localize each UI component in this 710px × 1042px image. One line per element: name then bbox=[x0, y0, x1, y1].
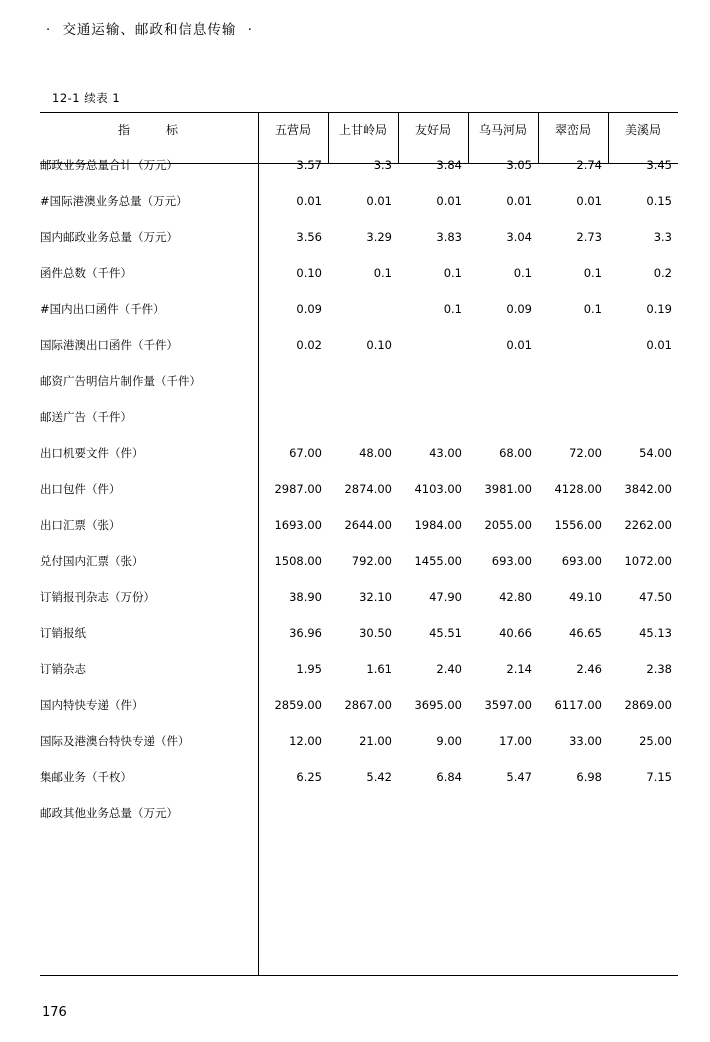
table-row bbox=[40, 219, 678, 255]
cell-value: 21.00 bbox=[359, 734, 392, 748]
cell-value bbox=[538, 327, 608, 363]
cell-value bbox=[468, 363, 538, 399]
cell-value: 5.42 bbox=[366, 770, 392, 784]
row-label: 出口汇票（张） bbox=[40, 518, 121, 532]
row-label: 出口包件（件） bbox=[40, 482, 121, 496]
cell-value bbox=[398, 795, 468, 831]
cell-value: 3.56 bbox=[296, 230, 322, 244]
cell-value: 0.02 bbox=[296, 338, 322, 352]
cell-value: 40.66 bbox=[499, 626, 532, 640]
cell-value bbox=[398, 327, 468, 363]
row-label: 国际及港澳台特快专递（件） bbox=[40, 734, 190, 748]
cell-value: 3.3 bbox=[373, 158, 392, 172]
cell-value bbox=[538, 399, 608, 435]
cell-value: 2.14 bbox=[506, 662, 532, 676]
cell-value: 3.45 bbox=[646, 158, 672, 172]
row-label: 国内邮政业务总量（万元） bbox=[40, 230, 178, 244]
cell-value: 32.10 bbox=[359, 590, 392, 604]
cell-value: 7.15 bbox=[646, 770, 672, 784]
table-row bbox=[40, 723, 678, 759]
cell-value bbox=[328, 363, 398, 399]
cell-value: 2055.00 bbox=[484, 518, 532, 532]
cell-value: 3.57 bbox=[296, 158, 322, 172]
table-row bbox=[40, 615, 678, 651]
cell-value bbox=[608, 795, 678, 831]
cell-value: 54.00 bbox=[639, 446, 672, 460]
cell-value: 0.1 bbox=[583, 266, 602, 280]
cell-value: 0.01 bbox=[506, 194, 532, 208]
cell-value: 33.00 bbox=[569, 734, 602, 748]
cell-value: 4103.00 bbox=[414, 482, 462, 496]
cell-value: 1556.00 bbox=[554, 518, 602, 532]
running-head-right-dot: · bbox=[247, 22, 253, 38]
statistics-table-wrap bbox=[40, 112, 678, 831]
cell-value: 2867.00 bbox=[344, 698, 392, 712]
cell-value: 0.10 bbox=[296, 266, 322, 280]
cell-value: 25.00 bbox=[639, 734, 672, 748]
table-row bbox=[40, 579, 678, 615]
cell-value: 3842.00 bbox=[624, 482, 672, 496]
cell-value: 0.10 bbox=[366, 338, 392, 352]
cell-value bbox=[328, 399, 398, 435]
cell-value bbox=[398, 399, 468, 435]
cell-value: 0.01 bbox=[646, 338, 672, 352]
cell-value: 2644.00 bbox=[344, 518, 392, 532]
cell-value: 3.29 bbox=[366, 230, 392, 244]
cell-value: 17.00 bbox=[499, 734, 532, 748]
cell-value bbox=[398, 363, 468, 399]
cell-value: 9.00 bbox=[436, 734, 462, 748]
cell-value: 38.90 bbox=[289, 590, 322, 604]
row-label: 国内特快专递（件） bbox=[40, 698, 144, 712]
cell-value: 0.01 bbox=[366, 194, 392, 208]
table-header bbox=[40, 112, 678, 147]
cell-value: 0.1 bbox=[583, 302, 602, 316]
column-header-0: 五营局 bbox=[274, 123, 311, 137]
cell-value: 6117.00 bbox=[554, 698, 602, 712]
cell-value: 693.00 bbox=[561, 554, 602, 568]
cell-value: 12.00 bbox=[289, 734, 322, 748]
cell-value: 2.73 bbox=[576, 230, 602, 244]
cell-value: 45.51 bbox=[429, 626, 462, 640]
running-head bbox=[40, 18, 259, 38]
cell-value: 49.10 bbox=[569, 590, 602, 604]
cell-value: 0.01 bbox=[576, 194, 602, 208]
cell-value: 0.15 bbox=[646, 194, 672, 208]
cell-value: 2.38 bbox=[646, 662, 672, 676]
cell-value bbox=[608, 363, 678, 399]
row-label: #国际港澳业务总量（万元） bbox=[40, 194, 188, 208]
row-label: 出口机要文件（件） bbox=[40, 446, 144, 460]
cell-value: 3.05 bbox=[506, 158, 532, 172]
row-label: 邮政业务总量合计（万元） bbox=[40, 158, 178, 172]
row-label: 订销杂志 bbox=[40, 662, 86, 676]
cell-value: 0.1 bbox=[513, 266, 532, 280]
cell-value bbox=[468, 795, 538, 831]
cell-value: 0.19 bbox=[646, 302, 672, 316]
table-row bbox=[40, 147, 678, 183]
cell-value: 0.01 bbox=[506, 338, 532, 352]
row-label: 兑付国内汇票（张） bbox=[40, 554, 144, 568]
row-label: 函件总数（千件） bbox=[40, 266, 132, 280]
cell-value: 2262.00 bbox=[624, 518, 672, 532]
cell-value: 1693.00 bbox=[274, 518, 322, 532]
cell-value: 0.01 bbox=[436, 194, 462, 208]
cell-value: 6.25 bbox=[296, 770, 322, 784]
cell-value: 45.13 bbox=[639, 626, 672, 640]
statistics-table bbox=[40, 112, 678, 831]
cell-value: 2.74 bbox=[576, 158, 602, 172]
cell-value bbox=[328, 795, 398, 831]
table-row bbox=[40, 795, 678, 831]
row-label: 国际港澳出口函件（千件） bbox=[40, 338, 178, 352]
table-row bbox=[40, 687, 678, 723]
table-row bbox=[40, 471, 678, 507]
table-row bbox=[40, 327, 678, 363]
cell-value: 0.1 bbox=[373, 266, 392, 280]
cell-value: 47.50 bbox=[639, 590, 672, 604]
cell-value: 1508.00 bbox=[274, 554, 322, 568]
table-row bbox=[40, 363, 678, 399]
cell-value: 2874.00 bbox=[344, 482, 392, 496]
row-label: 邮政其他业务总量（万元） bbox=[40, 806, 178, 820]
cell-value: 47.90 bbox=[429, 590, 462, 604]
table-row bbox=[40, 507, 678, 543]
cell-value: 3695.00 bbox=[414, 698, 462, 712]
cell-value bbox=[538, 795, 608, 831]
cell-value bbox=[538, 363, 608, 399]
cell-value: 0.1 bbox=[443, 266, 462, 280]
cell-value: 2987.00 bbox=[274, 482, 322, 496]
table-row bbox=[40, 291, 678, 327]
running-head-text: 交通运输、邮政和信息传输 bbox=[62, 22, 237, 38]
cell-value: 43.00 bbox=[429, 446, 462, 460]
cell-value: 36.96 bbox=[289, 626, 322, 640]
cell-value: 3.3 bbox=[653, 230, 672, 244]
cell-value: 4128.00 bbox=[554, 482, 602, 496]
cell-value: 3.84 bbox=[436, 158, 462, 172]
cell-value: 693.00 bbox=[491, 554, 532, 568]
cell-value: 46.65 bbox=[569, 626, 602, 640]
row-label: 订销报刊杂志（万份） bbox=[40, 590, 155, 604]
cell-value: 72.00 bbox=[569, 446, 602, 460]
cell-value: 67.00 bbox=[289, 446, 322, 460]
cell-value: 2.40 bbox=[436, 662, 462, 676]
cell-value: 2869.00 bbox=[624, 698, 672, 712]
column-header-2: 友好局 bbox=[414, 123, 451, 137]
column-header-5: 美溪局 bbox=[624, 123, 661, 137]
column-header-1: 上甘岭局 bbox=[338, 123, 387, 137]
cell-value: 1.95 bbox=[296, 662, 322, 676]
column-header-indicator bbox=[40, 112, 258, 147]
table-row bbox=[40, 759, 678, 795]
cell-value: 5.47 bbox=[506, 770, 532, 784]
row-label: 订销报纸 bbox=[40, 626, 86, 640]
cell-value bbox=[258, 399, 328, 435]
column-header-3: 乌马河局 bbox=[478, 123, 527, 137]
cell-value: 3.04 bbox=[506, 230, 532, 244]
cell-value: 1.61 bbox=[366, 662, 392, 676]
cell-value: 0.09 bbox=[506, 302, 532, 316]
page-number: 176 bbox=[42, 1005, 67, 1020]
cell-value: 48.00 bbox=[359, 446, 392, 460]
column-header-indicator-label: 指 标 bbox=[117, 123, 190, 137]
cell-value: 2859.00 bbox=[274, 698, 322, 712]
cell-value: 792.00 bbox=[351, 554, 392, 568]
column-header-4: 翠峦局 bbox=[554, 123, 591, 137]
running-head-left-dot: · bbox=[46, 22, 52, 38]
table-row bbox=[40, 651, 678, 687]
table-caption: 12-1 续表 1 bbox=[52, 91, 121, 105]
table-bottom-rule bbox=[40, 975, 678, 976]
table-row bbox=[40, 255, 678, 291]
cell-value bbox=[468, 399, 538, 435]
cell-value: 1072.00 bbox=[624, 554, 672, 568]
cell-value: 0.01 bbox=[296, 194, 322, 208]
table-header-row bbox=[40, 112, 678, 147]
table-row bbox=[40, 543, 678, 579]
cell-value: 1455.00 bbox=[414, 554, 462, 568]
cell-value: 6.98 bbox=[576, 770, 602, 784]
cell-value: 68.00 bbox=[499, 446, 532, 460]
table-body bbox=[40, 147, 678, 831]
cell-value bbox=[258, 795, 328, 831]
row-label: 邮送广告（千件） bbox=[40, 410, 132, 424]
cell-value: 42.80 bbox=[499, 590, 532, 604]
cell-value: 3597.00 bbox=[484, 698, 532, 712]
table-row bbox=[40, 399, 678, 435]
cell-value bbox=[258, 363, 328, 399]
cell-value: 6.84 bbox=[436, 770, 462, 784]
cell-value: 1984.00 bbox=[414, 518, 462, 532]
cell-value: 30.50 bbox=[359, 626, 392, 640]
row-label: 集邮业务（千枚） bbox=[40, 770, 132, 784]
table-row bbox=[40, 183, 678, 219]
cell-value: 0.09 bbox=[296, 302, 322, 316]
cell-value bbox=[328, 291, 398, 327]
row-label: 邮资广告明信片制作量（千件） bbox=[40, 374, 201, 388]
cell-value: 0.2 bbox=[653, 266, 672, 280]
table-row bbox=[40, 435, 678, 471]
cell-value: 0.1 bbox=[443, 302, 462, 316]
cell-value: 3.83 bbox=[436, 230, 462, 244]
cell-value bbox=[608, 399, 678, 435]
row-label: #国内出口函件（千件） bbox=[40, 302, 165, 316]
cell-value: 3981.00 bbox=[484, 482, 532, 496]
cell-value: 2.46 bbox=[576, 662, 602, 676]
